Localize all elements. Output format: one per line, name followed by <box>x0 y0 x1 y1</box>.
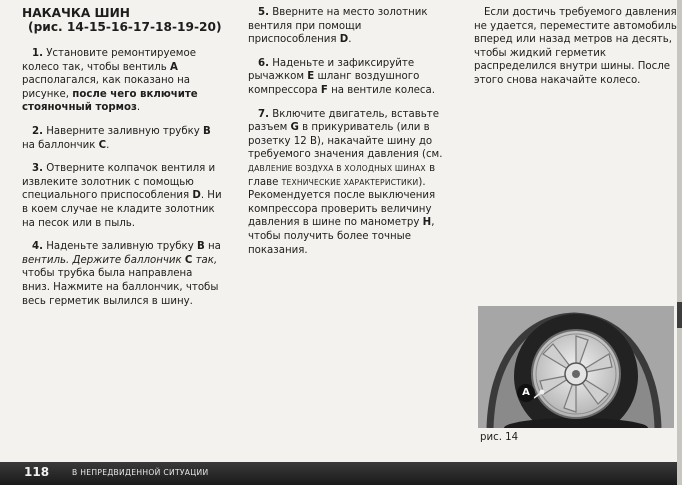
step-3: 3. Отверните колпачок вентиля и извлеките золотник с помощью специального приспособления D. Ни в коем случае не кладите золотник на песок или в пыль. <box>22 163 222 229</box>
step-number: 2. <box>32 125 43 137</box>
column-3 <box>474 6 682 98</box>
step-7: 7. Включите двигатель, вставьте разъем G в прикуриватель (или в розетку 12 В), накачайте шину до требуемого значения давления (см. ДАВЛЕНИЕ ВОЗДУХА В ХОЛОДНЫХ ШИНАХ в главе ТЕХНИЧЕСКИЕ ХАРАКТЕРИСТИКИ). Рекомендуется после выключения компрессора проверить величину давления в шине по манометру H, чтобы получить более точные показания. <box>248 108 443 256</box>
step-2: 2. Наверните заливную трубку B на баллончик C. <box>22 125 211 151</box>
step-number: 7. <box>258 108 269 120</box>
step-1: 1. Установите ремонтируемое колесо так, чтобы вентиль A располагался, как показано на рисунке, после чего включите стояночный тормоз. <box>22 48 198 114</box>
step-4: 4. Наденьте заливную трубку B на вентиль. Держите баллончик C так, чтобы трубка была направлена вниз. Нажмите на баллончик, чтобы весь герметик вылился в шину. <box>22 241 221 307</box>
wheel-illustration <box>478 306 674 428</box>
page-edge <box>677 0 682 485</box>
step-number: 4. <box>32 241 43 253</box>
valve-label: A <box>517 384 535 402</box>
step-6: 6. Наденьте и зафиксируйте рычажком E шланг воздушного компрессора F на вентиле колеса. <box>248 57 435 96</box>
figure-caption: рис. 14 <box>480 432 519 443</box>
step-number: 6. <box>258 57 269 69</box>
figure-reference: (рис. 14-15-16-17-18-19-20) <box>28 20 222 34</box>
step-5: 5. Вверните на место золотник вентиля при помощи приспособления D. <box>248 7 428 46</box>
column-1 <box>22 6 222 318</box>
page-footer <box>0 462 682 485</box>
column-2 <box>248 6 444 267</box>
page-number: 118 <box>24 465 50 479</box>
thumb-index-mark <box>677 302 682 328</box>
section-name: В НЕПРЕДВИДЕННОЙ СИТУАЦИИ <box>72 468 209 477</box>
step-number: 5. <box>258 7 269 18</box>
step-number: 1. <box>32 48 43 59</box>
wheel-figure <box>478 306 674 428</box>
page-title: НАКАЧКА ШИН <box>22 6 130 20</box>
step-number: 3. <box>32 163 43 175</box>
note-paragraph: Если достичь требуемого давления не удается, переместите автомобиль вперед или назад метров на десять, чтобы жидкий герметик распределился внутри шины. После этого снова накачайте колесо. <box>474 7 677 86</box>
